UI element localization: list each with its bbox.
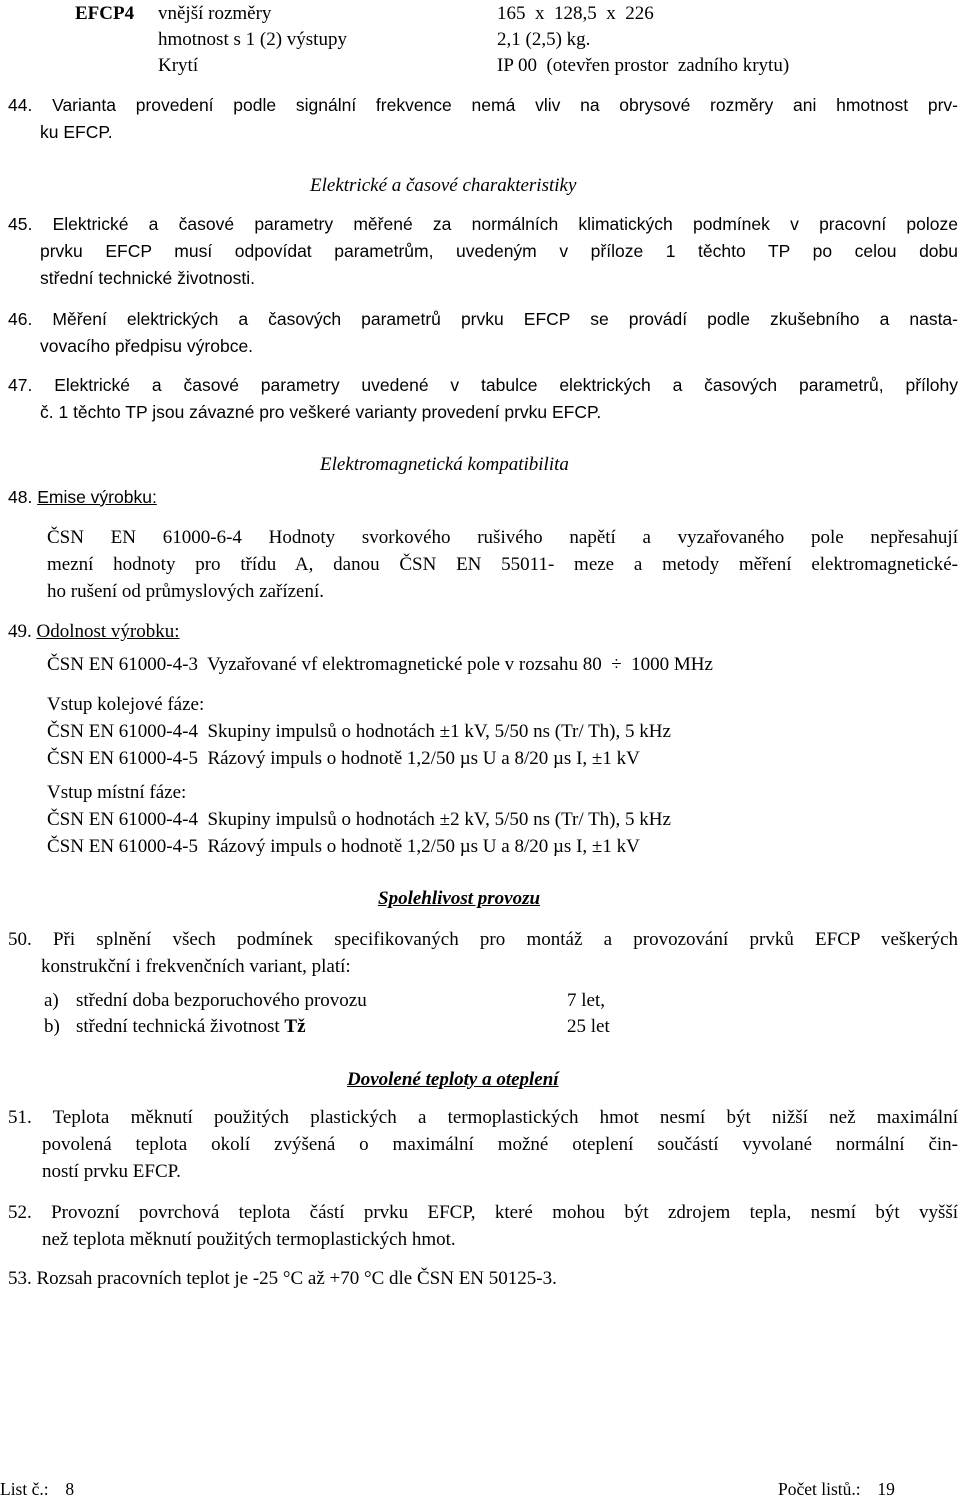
paragraph-51-number: 51. <box>8 1107 32 1128</box>
footer-count-label: Počet listů.: <box>778 1479 861 1499</box>
reliability-item-b-value: 25 let <box>567 1016 610 1037</box>
paragraph-47-text: Elektrické a časové parametry uvedené v tabulce elektrických a časových parametrů, přílohy <box>54 375 958 395</box>
spec-value-dimensions: 165 x 128,5 x 226 <box>497 3 654 24</box>
paragraph-48-line1: ČSN EN 61000-6-4 Hodnoty svorkového rušivého napětí a vyzařovaného pole nepřesahují <box>47 527 958 548</box>
footer-count-value: 19 <box>877 1479 895 1499</box>
paragraph-51-line1 <box>8 1104 958 1131</box>
heading-reliability: Spolehlivost provozu <box>378 888 541 909</box>
paragraph-50-number: 50. <box>8 929 32 950</box>
paragraph-52-text: Provozní povrchová teplota částí prvku EFCP, které mohou být zdrojem tepla, nesmí být vyšší <box>51 1202 959 1223</box>
paragraph-50-line1 <box>8 926 958 953</box>
paragraph-44-line1 <box>8 92 958 119</box>
paragraph-48-title: Emise výrobku: <box>37 487 157 507</box>
spec-value-weight: 2,1 (2,5) kg. <box>497 29 591 50</box>
paragraph-44-number: 44. <box>8 95 33 115</box>
paragraph-47-line2: č. 1 těchto TP jsou závazné pro veškeré varianty provedení prvku EFCP. <box>40 402 602 422</box>
footer-sheet-value: 8 <box>65 1479 75 1499</box>
spec-label-protection: Krytí <box>158 55 199 76</box>
local-phase-label: Vstup místní fáze: <box>47 782 187 803</box>
spec-label-weight: hmotnost s 1 (2) výstupy <box>158 29 347 50</box>
paragraph-46-number: 46. <box>8 309 33 329</box>
paragraph-47-line1 <box>8 372 958 399</box>
railway-phase-line-2: ČSN EN 61000-4-5 Rázový impuls o hodnotě 1,2/50 µs U a 8/20 µs I, ±1 kV <box>47 748 640 769</box>
reliability-item-a-label: střední doba bezporuchového provozu <box>76 990 367 1011</box>
railway-phase-label: Vstup kolejové fáze: <box>47 694 205 715</box>
paragraph-45-text: Elektrické a časové parametry měřené za normálních klimatických podmínek v pracovní poloze <box>52 214 958 234</box>
paragraph-46-line2: vovacího předpisu výrobce. <box>40 336 254 356</box>
paragraph-51-line2: povolená teplota okolí zvýšená o maximální možné oteplení součástí vyvolané normální čin- <box>42 1134 958 1155</box>
paragraph-48-number: 48. <box>8 487 33 507</box>
reliability-item-a-value: 7 let, <box>567 990 605 1011</box>
reliability-item-a-marker: a) <box>44 990 59 1011</box>
paragraph-53-number: 53. <box>8 1268 32 1289</box>
paragraph-46-text: Měření elektrických a časových parametrů prvku EFCP se provádí podle zkušebního a nasta- <box>52 309 958 329</box>
heading-electromagnetic-compatibility: Elektromagnetická kompatibilita <box>320 454 569 475</box>
local-phase-line-2: ČSN EN 61000-4-5 Rázový impuls o hodnotě 1,2/50 µs U a 8/20 µs I, ±1 kV <box>47 836 640 857</box>
paragraph-45-line1 <box>8 211 958 238</box>
paragraph-49-title: Odolnost výrobku: <box>36 621 180 642</box>
paragraph-45-number: 45. <box>8 214 33 234</box>
paragraph-53-text: Rozsah pracovních teplot je -25 °C až +70 °C dle ČSN EN 50125-3. <box>36 1268 557 1289</box>
paragraph-48-line2: mezní hodnoty pro třídu A, danou ČSN EN 55011- meze a metody měření elektromagnetické- <box>47 554 958 575</box>
heading-temperatures: Dovolené teploty a oteplení <box>347 1069 559 1090</box>
spec-model: EFCP4 <box>75 3 135 24</box>
paragraph-49-number: 49. <box>8 621 32 642</box>
paragraph-45-line2: prvku EFCP musí odpovídat parametrům, uvedeným v příloze 1 těchto TP po celou dobu <box>40 241 958 261</box>
paragraph-49-heading <box>8 618 180 645</box>
spec-label-dimensions: vnější rozměry <box>158 3 272 24</box>
paragraph-51-line3: ností prvku EFCP. <box>42 1161 181 1182</box>
paragraph-51-text: Teplota měknutí použitých plastických a termoplastických hmot nesmí být nižší než maximální <box>52 1107 958 1128</box>
reliability-item-b-label <box>76 1013 306 1040</box>
reliability-item-b-label-text: střední technická životnost <box>76 1016 285 1037</box>
paragraph-45-line3: střední technické životnosti. <box>40 268 255 288</box>
paragraph-52-line2: než teplota měknutí použitých termoplastických hmot. <box>42 1229 456 1250</box>
paragraph-49-vf-line: ČSN EN 61000-4-3 Vyzařované vf elektromagnetické pole v rozsahu 80 ÷ 1000 MHz <box>47 654 713 675</box>
paragraph-48-line3: ho rušení od průmyslových zařízení. <box>47 581 325 602</box>
reliability-item-b-label-symbol: Tž <box>284 1016 306 1037</box>
paragraph-48-heading <box>8 484 157 511</box>
paragraph-46-line1 <box>8 306 958 333</box>
reliability-item-b-marker: b) <box>44 1016 60 1037</box>
local-phase-line-1: ČSN EN 61000-4-4 Skupiny impulsů o hodnotách ±2 kV, 5/50 ns (Tr/ Th), 5 kHz <box>47 809 671 830</box>
footer-sheet-label: List č.: <box>0 1479 49 1499</box>
heading-electrical-characteristics: Elektrické a časové charakteristiky <box>310 175 577 196</box>
paragraph-52-number: 52. <box>8 1202 32 1223</box>
paragraph-44-text: Varianta provedení podle signální frekvence nemá vliv na obrysové rozměry ani hmotnost prv- <box>52 95 958 115</box>
paragraph-44-line2: ku EFCP. <box>40 122 113 142</box>
railway-phase-line-1: ČSN EN 61000-4-4 Skupiny impulsů o hodnotách ±1 kV, 5/50 ns (Tr/ Th), 5 kHz <box>47 721 671 742</box>
paragraph-50-text: Při splnění všech podmínek specifikovaných pro montáž a provozování prvků EFCP veškerých <box>52 929 959 950</box>
paragraph-52-line1 <box>8 1199 958 1226</box>
paragraph-53 <box>8 1265 557 1292</box>
spec-value-protection: IP 00 (otevřen prostor zadního krytu) <box>497 55 790 76</box>
paragraph-47-number: 47. <box>8 375 33 395</box>
paragraph-50-line2: konstrukční i frekvenčních variant, platí: <box>41 956 351 977</box>
